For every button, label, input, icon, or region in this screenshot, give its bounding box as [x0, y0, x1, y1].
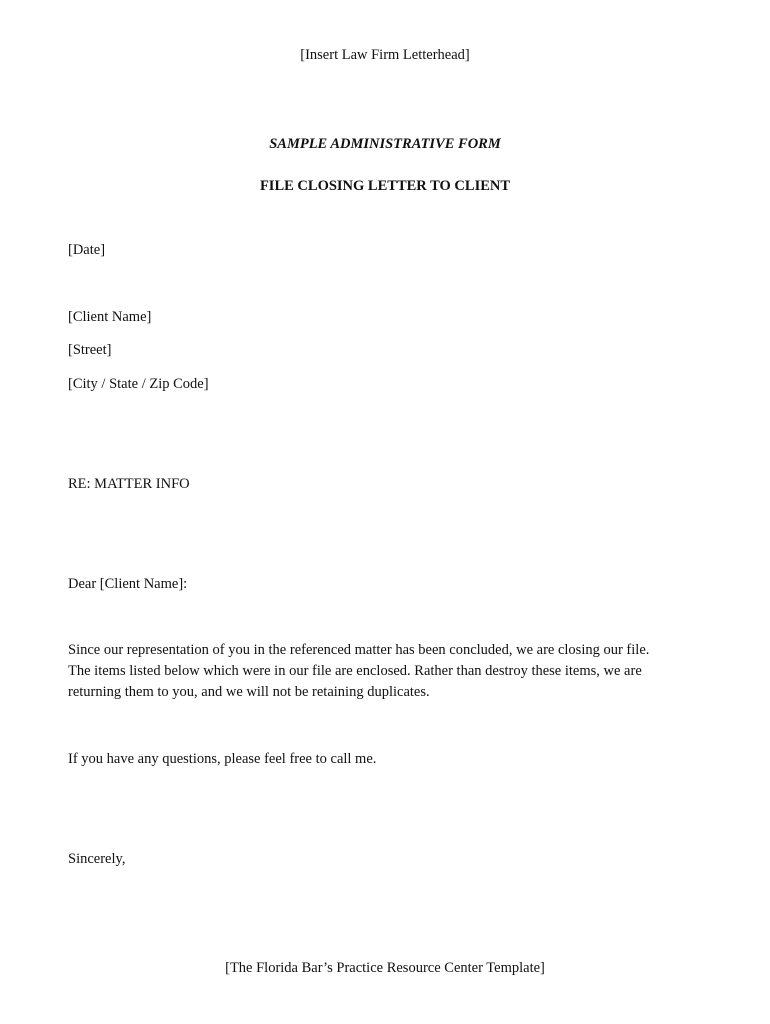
client-name-placeholder: [Client Name] — [68, 309, 152, 325]
salutation: Dear [Client Name]: — [68, 576, 188, 592]
date-placeholder: [Date] — [68, 242, 106, 258]
body-paragraph-2: If you have any questions, please feel free to call me. — [68, 751, 377, 767]
body-paragraph-1-line: returning them to you, and we will not be retaining duplicates. — [68, 684, 430, 700]
letter-title: FILE CLOSING LETTER TO CLIENT — [259, 178, 511, 194]
body-paragraph-1-line: The items listed below which were in our file are enclosed. Rather than destroy these items, we are — [68, 663, 642, 679]
re-line: RE: MATTER INFO — [68, 476, 190, 492]
footer-template-note: [The Florida Bar’s Practice Resource Center Template] — [225, 960, 545, 976]
body-paragraph-1 — [68, 640, 688, 703]
street-placeholder: [Street] — [68, 342, 112, 358]
body-paragraph-1-line: Since our representation of you in the referenced matter has been concluded, we are closing our file. — [68, 642, 650, 658]
form-label: SAMPLE ADMINISTRATIVE FORM — [269, 136, 501, 152]
closing: Sincerely, — [68, 851, 126, 867]
letterhead-placeholder: [Insert Law Firm Letterhead] — [300, 47, 470, 63]
city-state-zip-placeholder: [City / State / Zip Code] — [68, 376, 209, 392]
